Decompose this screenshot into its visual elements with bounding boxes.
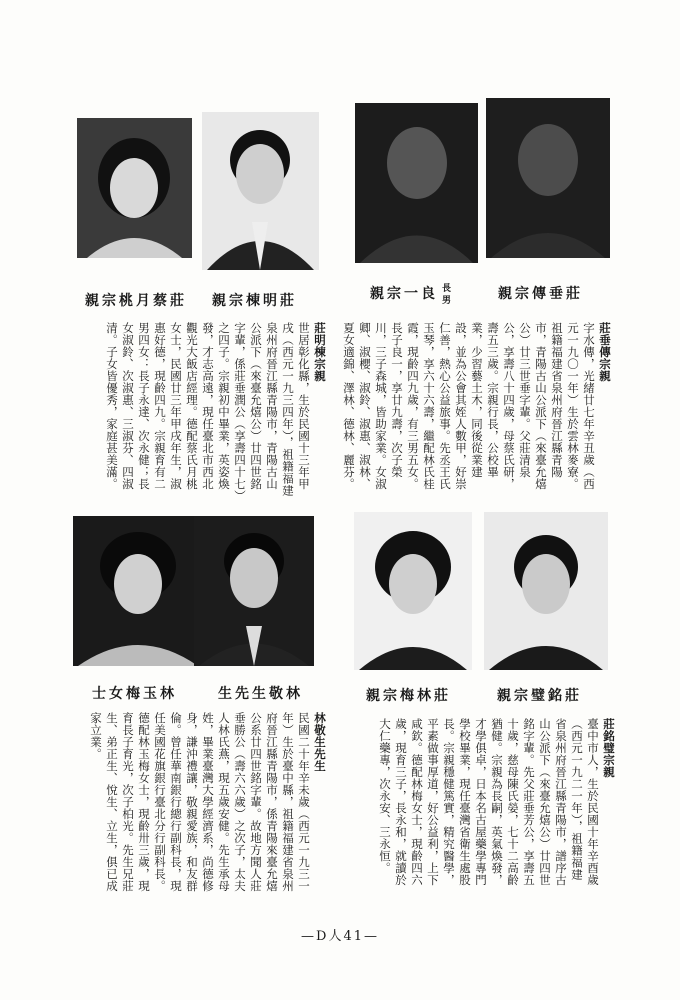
bio-top-right: [335, 322, 613, 494]
bio-top-left: [78, 322, 328, 500]
bio-bottom-left-title: 林敬生先生: [313, 712, 327, 772]
bio-bottom-left: [78, 712, 328, 898]
portrait-7-icon: [354, 512, 472, 670]
caption-photo-1: 親宗桃月蔡莊: [85, 293, 187, 309]
portrait-1-icon: [77, 118, 192, 258]
bio-top-left-title: 莊明棟宗親: [313, 322, 327, 382]
portrait-photo-3: [355, 103, 478, 263]
portrait-5-icon: [73, 516, 203, 666]
portrait-photo-2: [202, 112, 319, 270]
portrait-3-icon: [355, 103, 478, 263]
caption-photo-3-main: 親宗一良: [370, 286, 438, 302]
portrait-2-icon: [202, 112, 319, 270]
portrait-4-icon: [486, 98, 610, 258]
portrait-photo-5: [73, 516, 203, 666]
page-number: —D人41—: [301, 929, 379, 944]
bio-bottom-right-title: 莊銘璧宗親: [602, 718, 616, 778]
caption-photo-4: 親宗傳垂莊: [498, 286, 583, 302]
portrait-photo-1: [77, 118, 192, 258]
portrait-6-icon: [194, 516, 314, 666]
portrait-photo-6: [194, 516, 314, 666]
portrait-8-icon: [484, 512, 608, 670]
caption-photo-3-note: 長男: [440, 283, 450, 307]
caption-photo-2: 親宗棟明莊: [212, 293, 297, 309]
caption-photo-3: [370, 283, 452, 307]
bio-top-left-text: 世居彰化縣，生於民國十三年甲戌（西元一九三四年），祖籍福建泉州府晉江縣青陽市，青陽古山公派下（來臺允熺公）廿四世銘字輩，係莊垂潤公（享壽四十七）之四子。宗親初中畢業，英姿煥發，才志高遠，現任臺北市西北觀光大飯店經理。德配蔡氏月桃女士，民國廿三年甲戌年生，淑惠好德，現齡四九。宗親育有二男四女：長子永達、次永健；長女淑鈴、次淑惠、三淑芬、四淑清。子女皆優秀，家庭甚美滿。: [105, 322, 311, 497]
bio-top-right-text: 字水傳，光緒廿七年辛丑歲（西元一九〇一年）生於雲林麥寮。祖籍福建省泉州府晉江縣青陽市，青陽古山公派下（來臺允熺公）廿三世垂字輩。父莊清泉公，享壽八十四歲，母蔡氏研，壽五三歲。宗親行長，公校畢業，少習藝土木，同後從業建設，並為公會其姪人數甲，好崇仁善，熱心公益旅事。先丞王氏玉琴，享六十六壽，繼配林氏桂霞，現齡四九歲，有三男五女。長子良一，享廿九壽，次子榮川，三子森城，皆助家業。女淑卿、淑櫻、淑鈴、淑惠、淑林、夏女適錦、澤林、德林、麗芬。: [342, 322, 596, 490]
bio-bottom-right-text: 臺中市人，生於民國十年辛酉歲（西元一九二一年），祖籍福建省泉州府晉江縣青陽市，譜序古山公派下（來臺允熺公）廿四世銘字輩。先父莊垂芳公，享壽五十歲，慈母陳氏嫈，七十二高齡猶健。宗親為長嗣，英氣煥發，才學俱卓，日本名古屋藥學專門學校畢業，現任臺灣省衛生處股長。宗親穩健篤實，精究醫學，平素做事厚道，好公益利，上下咸欽。德配林梅女士，現齡四六歲，現育三子，長永和，就讀於大仁藥專，次永安、三永恒。: [378, 718, 600, 886]
caption-photo-8: 親宗璧銘莊: [497, 688, 582, 704]
caption-photo-5: 士女梅玉林: [92, 686, 177, 702]
portrait-photo-4: [486, 98, 610, 258]
portrait-photo-7: [354, 512, 472, 670]
bio-bottom-left-text: 民國二十年辛未歲（西元一九三一年）生於臺中縣，祖籍福建省泉州府晉江縣青陽市，係青陽來臺允熺公系廿四世銘字輩。故地方聞人莊垂勝公（壽六六歲）之次子，太夫人林氏燕，現五歲安健。先生承母姓，畢業臺灣大學經濟系，尚德修身，謙沖禮讓，敬親愛族，和友群倫。曾任華南銀行總行副科長，現任美國花旗銀行臺北分行副科長。德配林玉梅女士，現齡卅三歲，現育長子育光，次子柏光。先生兄莊生、弟正生、悅生、立生，俱已成家立業。: [89, 712, 311, 892]
portrait-photo-8: [484, 512, 608, 670]
bio-bottom-right: [335, 718, 617, 890]
bio-top-right-title: 莊垂傳宗親: [598, 322, 612, 382]
caption-photo-7: 親宗梅林莊: [366, 688, 451, 704]
caption-photo-6: 生先生敬林: [218, 686, 303, 702]
